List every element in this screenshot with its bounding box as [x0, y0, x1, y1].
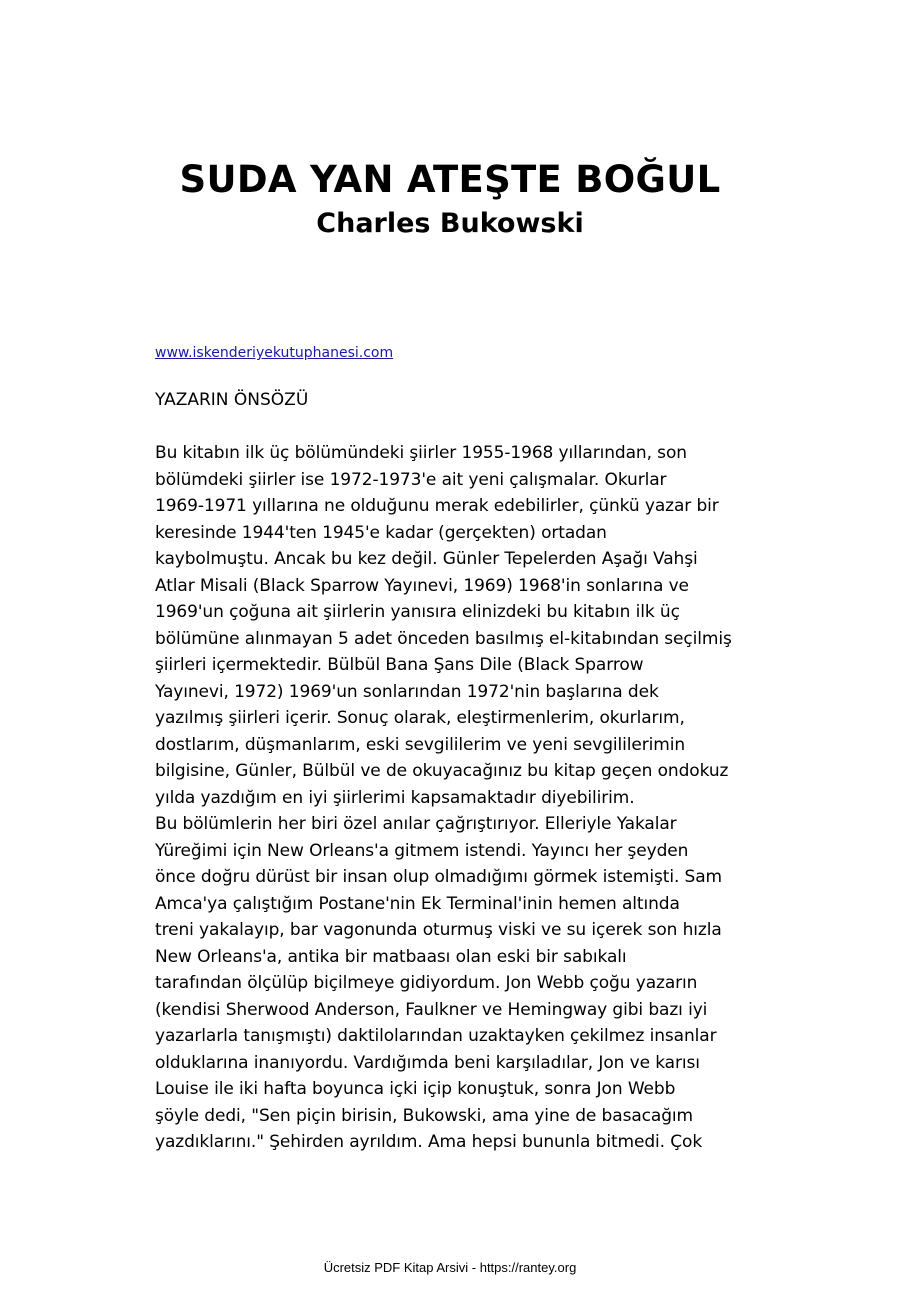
body-line: yazılmış şiirleri içerir. Sonuç olarak, eleştirmenlerim, okurlarım, — [155, 708, 685, 728]
body-line: kaybolmuştu. Ancak bu kez değil. Günler Tepelerden Aşağı Vahşi — [155, 549, 698, 569]
body-line: Yüreğimi için New Orleans'a gitmem istendi. Yayıncı her şeyden — [155, 840, 689, 861]
body-line: bölümüne alınmayan 5 adet önceden basılmış el-kitabından seçilmiş — [155, 628, 732, 649]
body-line: 1969-1971 yıllarına ne olduğunu merak edebilirler, çünkü yazar bir — [155, 496, 719, 516]
body-line: bölümdeki şiirler ise 1972-1973'e ait yeni çalışmalar. Okurlar — [155, 469, 667, 490]
body-line: Bu bölümlerin her biri özel anılar çağrıştırıyor. Elleriyle Yakalar — [155, 814, 677, 834]
book-title: SUDA YAN ATEŞTE BOĞUL — [179, 158, 721, 201]
body-line: treni yakalayıp, bar vagonunda oturmuş viski ve su içerek son hızla — [155, 920, 722, 940]
body-line: Amca'ya çalıştığım Postane'nin Ek Terminal'inin hemen altında — [155, 893, 680, 914]
body-line: şöyle dedi, "Sen piçin birisin, Bukowski, ama yine de basacağım — [155, 1105, 693, 1126]
body-line: Yayınevi, 1972) 1969'un sonlarından 1972'nin başlarına dek — [155, 681, 659, 702]
body-line: bilgisine, Günler, Bülbül ve de okuyacağınız bu kitap geçen ondokuz — [155, 761, 729, 781]
body-line: olduklarına inanıyordu. Vardığımda beni karşıladılar, Jon ve karısı — [155, 1052, 700, 1073]
body-line: yılda yazdığım en iyi şiirlerimi kapsamaktadır diyebilirim. — [155, 787, 635, 808]
page-footer: Ücretsiz PDF Kitap Arsivi - https://rantey.org — [323, 1260, 577, 1275]
body-line: dostlarım, düşmanlarım, eski sevgililerim ve yeni sevgililerimin — [155, 734, 686, 755]
source-link[interactable]: www.iskenderiyekutuphanesi.com — [155, 345, 394, 361]
body-line: önce doğru dürüst bir insan olup olmadığımı görmek istemişti. Sam — [155, 867, 723, 887]
body-line: (kendisi Sherwood Anderson, Faulkner ve Hemingway gibi bazı iyi — [155, 999, 708, 1020]
body-line: New Orleans'a, antika bir matbaası olan eski bir sabıkalı — [155, 946, 627, 967]
book-author: Charles Bukowski — [316, 208, 584, 239]
body-line: yazarlarla tanışmıştı) daktilolarından uzaktayken çekilmez insanlar — [155, 1026, 717, 1046]
body-line: Bu kitabın ilk üç bölümündeki şiirler 1955-1968 yıllarından, son — [155, 443, 687, 463]
body-line: şiirleri içermektedir. Bülbül Bana Şans Dile (Black Sparrow — [155, 655, 644, 675]
body-line: Atlar Misali (Black Sparrow Yayınevi, 1969) 1968'in sonlarına ve — [155, 575, 689, 596]
body-line: tarafından ölçülüp biçilmeye gidiyordum. Jon Webb çoğu yazarın — [155, 973, 698, 993]
body-line: 1969'un çoğuna ait şiirlerin yanısıra elinizdeki bu kitabın ilk üç — [155, 602, 680, 622]
body-line: Louise ile iki hafta boyunca içki içip konuştuk, sonra Jon Webb — [155, 1079, 676, 1099]
body-line: yazdıklarını." Şehirden ayrıldım. Ama hepsi bununla bitmedi. Çok — [155, 1132, 703, 1152]
section-heading: YAZARIN ÖNSÖZÜ — [155, 390, 309, 410]
body-text — [155, 440, 755, 1156]
body-line: keresinde 1944'ten 1945'e kadar (gerçekten) ortadan — [155, 522, 607, 543]
